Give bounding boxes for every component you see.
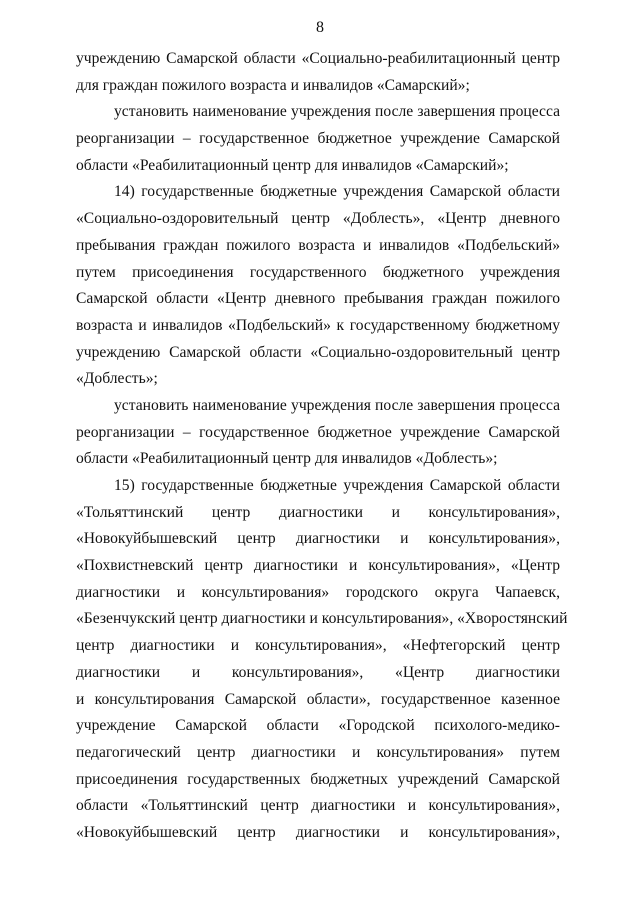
text-line: диагностики и консультирования», «Центр диагностики: [76, 663, 560, 681]
paragraph: [76, 473, 568, 847]
text-line: «Социально-оздоровительный центр «Доблесть», «Центр дневного: [76, 210, 560, 228]
text-line: центр диагностики и консультирования», «Нефтегорский центр: [76, 637, 560, 655]
text-line: «Тольяттинский центр диагностики и консультирования»,: [76, 503, 560, 521]
text-line: присоединения государственных бюджетных учреждений Самарской: [76, 770, 560, 788]
text-line: 14) государственные бюджетные учреждения Самарской области: [114, 183, 560, 201]
text-line: области «Реабилитационный центр для инвалидов «Самарский»;: [76, 156, 509, 174]
text-line: области «Реабилитационный центр для инвалидов «Доблесть»;: [76, 450, 498, 468]
text-line: учреждению Самарской области «Социально-реабилитационный центр: [76, 50, 560, 67]
text-line: Самарской области «Центр дневного пребывания граждан пожилого: [76, 290, 560, 308]
text-line: возраста и инвалидов «Подбельский» к государственному бюджетному: [76, 316, 560, 334]
text-line: и консультирования Самарской области», государственное казенное: [76, 690, 560, 708]
text-line: установить наименование учреждения после завершения процесса: [114, 396, 560, 414]
text-line: педагогический центр диагностики и консультирования» путем: [76, 743, 560, 761]
text-line: «Новокуйбышевский центр диагностики и консультирования»,: [76, 530, 560, 548]
text-line: «Безенчукский центр диагностики и консультирования», «Хворостянский: [76, 610, 568, 628]
text-line: «Похвистневский центр диагностики и консультирования», «Центр: [76, 557, 560, 575]
document-body: [76, 46, 568, 847]
paragraph: [76, 393, 560, 473]
page-number: 8: [316, 19, 324, 36]
text-line: путем присоединения государственного бюджетного учреждения: [76, 263, 560, 281]
paragraph: [76, 179, 560, 393]
paragraph: [76, 99, 560, 179]
text-line: учреждению Самарской области «Социально-оздоровительный центр: [76, 343, 560, 361]
paragraph: [76, 46, 560, 99]
text-line: пребывания граждан пожилого возраста и инвалидов «Подбельский»: [76, 236, 560, 254]
text-line: установить наименование учреждения после завершения процесса: [114, 103, 560, 121]
text-line: реорганизации – государственное бюджетное учреждение Самарской: [76, 130, 560, 148]
text-line: учреждение Самарской области «Городской психолого-медико-: [76, 717, 560, 735]
text-line: реорганизации – государственное бюджетное учреждение Самарской: [76, 423, 560, 441]
text-line: «Доблесть»;: [76, 370, 158, 388]
text-line: 15) государственные бюджетные учреждения Самарской области: [114, 477, 560, 494]
text-line: диагностики и консультирования» городского округа Чапаевск,: [76, 583, 560, 601]
text-line: «Новокуйбышевский центр диагностики и консультирования»,: [76, 823, 560, 841]
text-line: для граждан пожилого возраста и инвалидов «Самарский»;: [76, 76, 470, 94]
text-line: области «Тольяттинский центр диагностики и консультирования»,: [76, 797, 560, 815]
